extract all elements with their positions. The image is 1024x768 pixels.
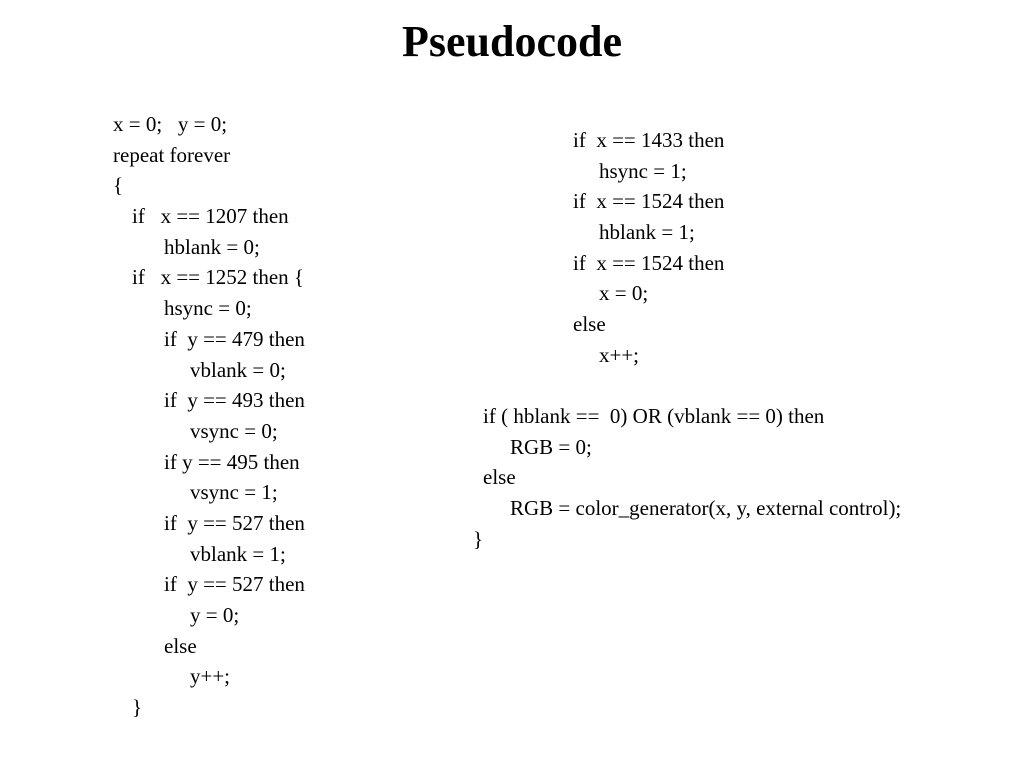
- code-line: if x == 1524 then: [573, 250, 725, 275]
- code-line: RGB = 0;: [510, 434, 592, 459]
- code-line: vsync = 0;: [190, 418, 278, 443]
- code-line: if x == 1252 then {: [132, 265, 304, 290]
- code-line: if y == 495 then: [164, 449, 300, 474]
- code-line: if y == 493 then: [164, 388, 305, 413]
- code-line: repeat forever: [113, 142, 231, 167]
- code-line: x = 0;: [599, 281, 649, 306]
- code-line: if x == 1433 then: [573, 128, 725, 152]
- code-line: vblank = 0;: [190, 357, 286, 382]
- code-line: y++;: [190, 664, 231, 689]
- code-line: if y == 527 then: [164, 510, 305, 535]
- slide-title: Pseudocode: [402, 17, 622, 66]
- code-block-right-bottom: [473, 401, 901, 554]
- code-line: }: [132, 695, 143, 720]
- code-line: y = 0;: [190, 603, 240, 627]
- code-block-right-top: [573, 125, 724, 371]
- code-line: vsync = 1;: [190, 480, 278, 505]
- code-line: vblank = 1;: [190, 541, 286, 566]
- code-line: if x == 1524 then: [573, 189, 725, 214]
- code-line: if ( hblank == 0) OR (vblank == 0) then: [483, 404, 825, 428]
- code-line: }: [473, 526, 484, 551]
- code-line: hsync = 0;: [164, 296, 252, 321]
- code-line: else: [483, 465, 516, 490]
- code-line: x++;: [599, 342, 640, 367]
- code-block-left: [113, 109, 305, 723]
- code-line: else: [573, 312, 606, 337]
- code-line: if x == 1207 then: [132, 204, 289, 229]
- code-line: if y == 479 then: [164, 326, 305, 351]
- code-line: if y == 527 then: [164, 572, 305, 597]
- code-line: else: [164, 633, 197, 658]
- code-line: RGB = color_generator(x, y, external control);: [510, 496, 902, 521]
- code-line: hblank = 0;: [164, 234, 260, 259]
- code-line: hblank = 1;: [599, 220, 695, 245]
- code-line: x = 0; y = 0;: [113, 112, 228, 136]
- code-line: hsync = 1;: [599, 158, 687, 183]
- code-line: {: [113, 173, 124, 198]
